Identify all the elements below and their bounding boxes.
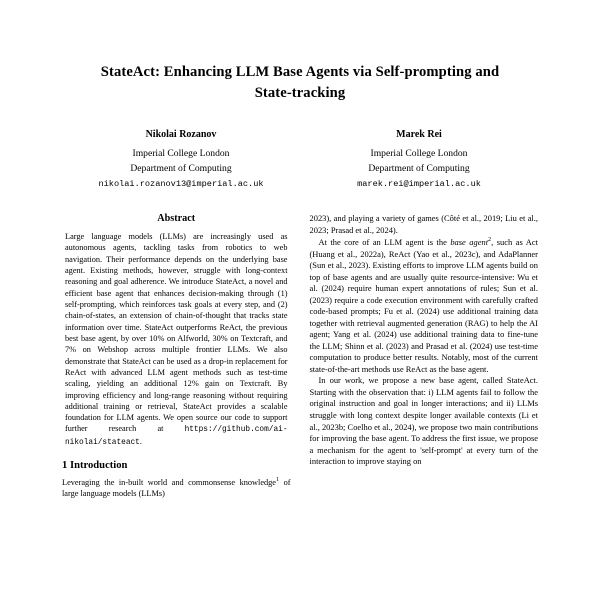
- left-column: [62, 213, 291, 499]
- base-agent-italic: base agent: [450, 237, 489, 247]
- footnote-marker-1[interactable]: 1: [276, 475, 280, 483]
- base-agent-rest: , such as Act (Huang et al., 2022a), ReAct (Yao et al., 2023c), and AdaPlanner (Sun et al., 2023). Existing efforts to improve LLM agents build on top of base agents and are usually quite resource-intensive: Wu et al. (2024) require human expert annotations of rules; Sun et al. (2023) require a code execution environment with carefully crafted code-based prompts; Fu et al. (2024) use additional training data together with retrieval augmented generation (RAG) to help the AI agent; Yang et al. (2024) use additional training data to fine-tune the LLM; Shinn et al. (2023) and Prasad et al. (2024) use test-time computation to produce better results. Notably, most of the current state-of-the-art methods use ReAct as the base agent.: [309, 237, 538, 374]
- introduction-paragraph: [62, 476, 291, 499]
- abstract-section: [62, 213, 291, 449]
- title-line-1: StateAct: Enhancing LLM Base Agents via Self-prompting and: [100, 64, 500, 80]
- author-1: [62, 127, 300, 191]
- right-paragraph-2: In our work, we propose a new base agent, called StateAct. Starting with the observation that: i) LLM agents fail to follow the original instruction and goal in longer interactions; and ii) LLMs struggle with long context despite longer available contexts (Li et al., 2023b; Coelho et al., 2024), we propose two main contributions for improving the base agent. To address the first issue, we propose a mechanism for the agent to 'self-prompt' at every turn of the interaction to improve staying on: [309, 375, 538, 467]
- author-2-email[interactable]: marek.rei@imperial.ac.uk: [357, 178, 481, 189]
- author-2-name: Marek Rei: [396, 129, 442, 141]
- footnote-marker-2[interactable]: 2: [488, 236, 492, 244]
- author-1-name: Nikolai Rozanov: [145, 129, 217, 141]
- page-title: [62, 62, 538, 103]
- introduction-heading: 1 Introduction: [62, 459, 128, 471]
- abstract-paragraph: [65, 231, 288, 449]
- author-1-affiliation-2: Department of Computing: [130, 163, 232, 175]
- abstract-heading: Abstract: [157, 213, 196, 225]
- title-line-2: State-tracking: [254, 84, 346, 101]
- two-column-body: [62, 213, 538, 499]
- author-2-affiliation-1: Imperial College London: [370, 148, 468, 160]
- right-paragraph-1: [310, 236, 539, 375]
- right-column: [310, 213, 539, 499]
- author-1-affiliation-1: Imperial College London: [132, 148, 230, 160]
- base-agent-lead-in: At the core of an LLM agent is the: [318, 237, 451, 247]
- abstract-period: .: [139, 437, 142, 447]
- abstract-link[interactable]: https://github.com/ai-nikolai/stateact: [65, 426, 288, 448]
- author-block: [62, 127, 538, 191]
- abstract-text: Large language models (LLMs) are increasingly used as autonomous agents, tackling tasks from robotics to web navigation. Their performance depends on the underlying base agent. Existing methods, however, struggle with long-context reasoning and goal adherence. We introduce StateAct, a novel and efficient base agent that enhances decision-making through (1) self-prompting, which reinforces task goals at every step, and (2) chain-of-states, an extension of chain-of-thought that tracks state information over time. StateAct outperforms ReAct, the previous best base agent, by over 10% on Alfworld, 30% on Textcraft, and 7% on Webshop across multiple frontier LLMs. We also demonstrate that StateAct can be used as a drop-in replacement for ReAct with advanced LLM agent methods such as test-time scaling, yielding an additional 12% gain on Textcraft. By improving efficiency and long-range reasoning without requiring additional training or retrieval, StateAct provides a scalable foundation for LLM agents. We open source our code to support further research at: [65, 232, 288, 434]
- intro-text-part-1: Leveraging the in-built world and commonsense knowledge: [62, 477, 276, 487]
- intro-text-part-2: of large language models (LLMs): [62, 477, 291, 498]
- author-1-email[interactable]: nikolai.rozanov13@imperial.ac.uk: [98, 178, 264, 189]
- author-2-affiliation-2: Department of Computing: [368, 163, 470, 175]
- author-2: [300, 127, 538, 191]
- right-paragraph-0: 2023), and playing a variety of games (Côté et al., 2019; Liu et al., 2023; Prasad et al., 2024).: [309, 213, 538, 235]
